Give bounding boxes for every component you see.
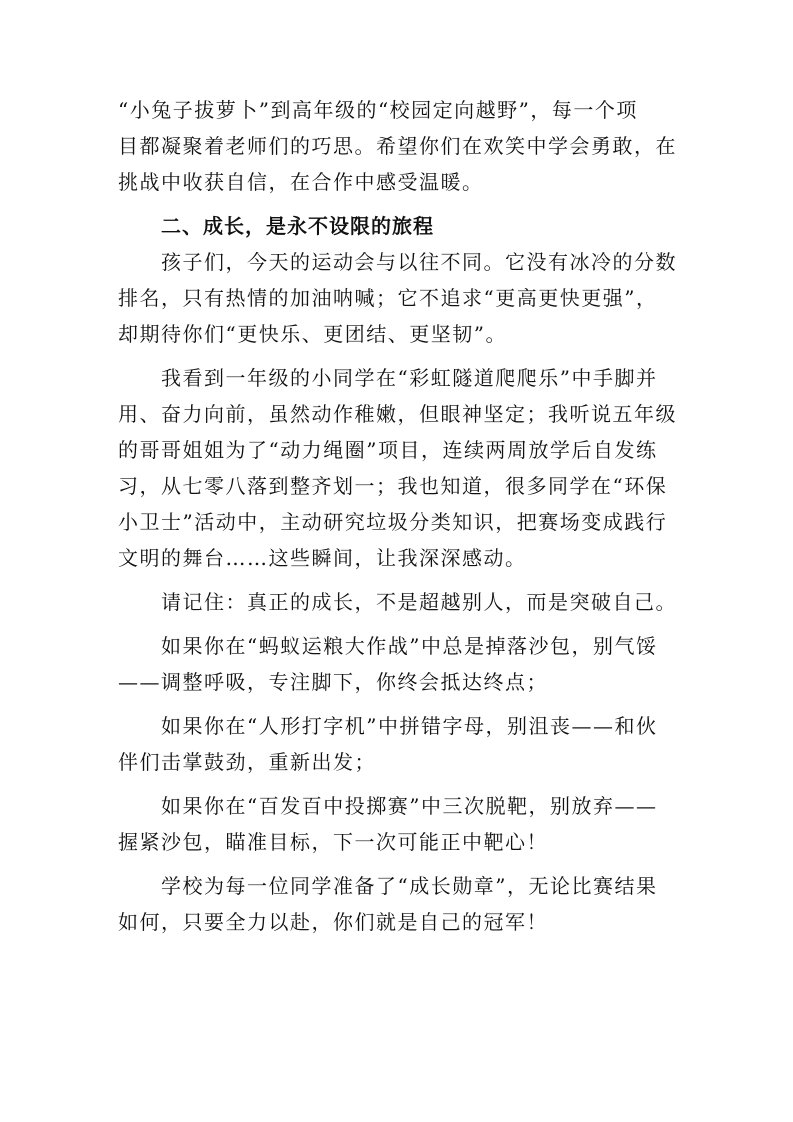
text-line: 的哥哥姐姐为了“动力绳圈”项目，连续两周放学后自发练	[118, 438, 658, 462]
text-line: 学校为每一位同学准备了“成长勋章”，无论比赛结果	[161, 874, 658, 898]
paragraph-5	[118, 708, 674, 780]
text-line: 排名，只有热情的加油呐喊；它不追求“更高更快更强”，	[118, 286, 658, 310]
text-line: 文明的舞台……这些瞬间，让我深深感动。	[118, 546, 527, 570]
text-line: 如果你在“蚂蚁运粮大作战”中总是掉落沙包，别气馁	[161, 634, 658, 658]
intro-paragraph	[118, 92, 677, 200]
text-line: 握紧沙包，瞄准目标，下一次可能正中靶心！	[118, 830, 548, 854]
document-page	[118, 92, 677, 940]
text-line: ——调整呼吸，专注脚下，你终会抵达终点；	[118, 670, 548, 694]
text-line: 请记住：真正的成长，不是超越别人，而是突破自己。	[161, 590, 677, 614]
text-line: 目都凝聚着老师们的巧思。希望你们在欢笑中学会勇敢，在	[118, 134, 677, 158]
paragraph-4	[118, 628, 674, 700]
text-line: 用、奋力向前，虽然动作稚嫩，但眼神坚定；我听说五年级	[118, 402, 677, 426]
text-line: 却期待你们“更快乐、更团结、更坚韧”。	[118, 322, 507, 346]
text-line: 我看到一年级的小同学在“彩虹隧道爬爬乐”中手脚并	[161, 366, 658, 390]
text-line: 伴们击掌鼓劲，重新出发；	[118, 750, 376, 774]
paragraph-1	[118, 244, 677, 352]
text-line: 如果你在“人形打字机”中拼错字母，别沮丧——和伙	[161, 714, 658, 738]
text-line: 孩子们，今天的运动会与以往不同。它没有冰冷的分数	[161, 250, 677, 274]
paragraph-3	[118, 584, 677, 620]
text-line: 如果你在“百发百中投掷赛”中三次脱靶，别放弃——	[161, 794, 658, 818]
paragraph-6	[118, 788, 674, 860]
text-line: 小卫士”活动中，主动研究垃圾分类知识，把赛场变成践行	[118, 510, 668, 534]
text-line: 习，从七零八落到整齐划一；我也知道，很多同学在“环保	[118, 474, 668, 498]
section-heading: 二、成长，是永不设限的旅程	[161, 214, 434, 238]
text-line: 如何，只要全力以赴，你们就是自己的冠军！	[118, 910, 548, 934]
text-line: 挑战中收获自信，在合作中感受温暖。	[118, 170, 484, 194]
text-line: “小兔子拔萝卜”到高年级的“校园定向越野”，每一个项	[118, 98, 638, 122]
paragraph-7	[118, 868, 674, 940]
paragraph-2	[118, 360, 677, 576]
